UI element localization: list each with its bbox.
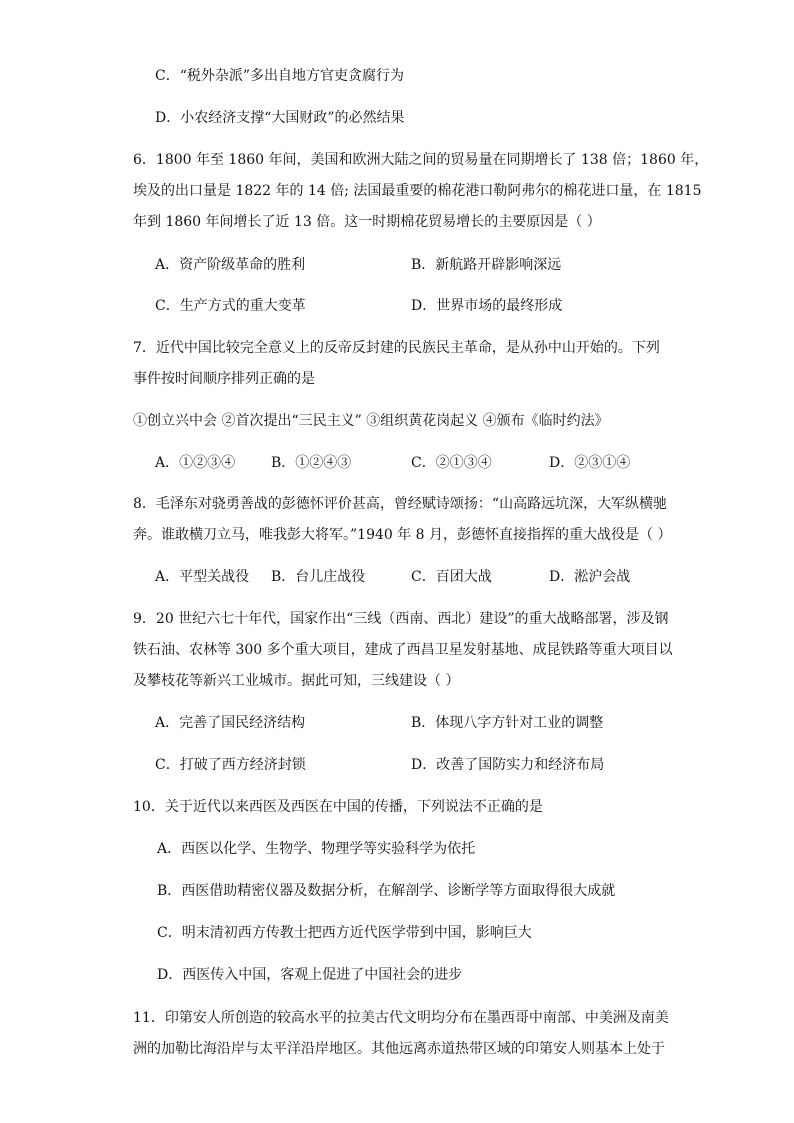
q6-option-a: A．资产阶级革命的胜利 bbox=[155, 257, 306, 273]
q9-option-c: C．打破了西方经济封锁 bbox=[155, 757, 306, 773]
q8-option-c: C．百团大战 bbox=[411, 569, 492, 585]
q10-option-c: C．明末清初西方传教士把西方近代医学带到中国，影响巨大 bbox=[157, 925, 532, 941]
q7-option-a: A．①②③④ bbox=[155, 455, 236, 471]
q9-stem-line-3: 及攀枝花等新兴工业城市。据此可知，三线建设（ ） bbox=[133, 673, 460, 689]
q11-stem-line-2: 洲的加勒比海沿岸与太平洋沿岸地区。其他远离赤道热带区域的印第安人则基本上处于 bbox=[133, 1041, 665, 1057]
q10-option-a: A．西医以化学、生物学、物理学等实验科学为依托 bbox=[157, 841, 476, 857]
q6-stem-line-2: 埃及的出口量是 1822 年的 14 倍; 法国最重要的棉花港口勒阿弗尔的棉花进口量，在 1815 bbox=[133, 183, 702, 199]
prev-option-c: C．“税外杂派”多出自地方官吏贪腐行为 bbox=[155, 68, 405, 84]
q10-stem-line-1: 10．关于近代以来西医及西医在中国的传播，下列说法不正确的是 bbox=[133, 799, 543, 815]
q7-event-list: ①创立兴中会 ②首次提出“三民主义” ③组织黄花岗起义 ④颁布《临时约法》 bbox=[133, 413, 609, 429]
q9-option-b: B．体现八字方针对工业的调整 bbox=[411, 715, 604, 731]
q7-stem-line-2: 事件按时间顺序排列正确的是 bbox=[133, 371, 315, 387]
q6-option-d: D．世界市场的最终形成 bbox=[411, 298, 563, 314]
q8-option-a: A．平型关战役 bbox=[155, 569, 250, 585]
q7-stem-line-1: 7．近代中国比较完全意义上的反帝反封建的民族民主革命，是从孙中山开始的。下列 bbox=[133, 340, 660, 356]
q7-option-c: C．②①③④ bbox=[411, 455, 492, 471]
q10-option-d: D．西医传入中国，客观上促进了中国社会的进步 bbox=[157, 967, 463, 983]
q9-stem-line-2: 铁石油、农林等 300 多个重大项目，建成了西昌卫星发射基地、成昆铁路等重大项目以 bbox=[133, 642, 673, 658]
q7-option-b: B．①②④③ bbox=[271, 455, 352, 471]
q6-option-b: B．新航路开辟影响深远 bbox=[411, 257, 562, 273]
q8-stem-line-2: 奔。谁敢横刀立马，唯我彭大将军。”1940 年 8 月，彭德怀直接指挥的重大战役是（ ） bbox=[133, 527, 672, 543]
q9-stem-line-1: 9．20 世纪六七十年代，国家作出“三线（西南、西北）建设”的重大战略部署，涉及钢 bbox=[133, 611, 669, 627]
prev-option-d: D．小农经济支撑“大国财政”的必然结果 bbox=[155, 110, 405, 126]
q8-stem-line-1: 8．毛泽东对骁勇善战的彭德怀评价甚高，曾经赋诗颂扬：“山高路远坑深，大军纵横驰 bbox=[133, 496, 668, 512]
q6-stem-line-1: 6．1800 年至 1860 年间，美国和欧洲大陆之间的贸易量在同期增长了 138 倍；1860 年， bbox=[133, 152, 709, 168]
q6-option-c: C．生产方式的重大变革 bbox=[155, 298, 306, 314]
q10-option-b: B．西医借助精密仪器及数据分析，在解剖学、诊断学等方面取得很大成就 bbox=[157, 883, 616, 899]
q9-option-a: A．完善了国民经济结构 bbox=[155, 715, 306, 731]
q9-option-d: D．改善了国防实力和经济布局 bbox=[411, 757, 605, 773]
q7-option-d: D．②③①④ bbox=[549, 455, 631, 471]
q8-option-d: D．淞沪会战 bbox=[549, 569, 631, 585]
q8-option-b: B．台儿庄战役 bbox=[271, 569, 366, 585]
q11-stem-line-1: 11．印第安人所创造的较高水平的拉美古代文明均分布在墨西哥中南部、中美洲及南美 bbox=[133, 1010, 669, 1026]
q6-stem-line-3: 年到 1860 年间增长了近 13 倍。这一时期棉花贸易增长的主要原因是（ ） bbox=[133, 214, 601, 230]
